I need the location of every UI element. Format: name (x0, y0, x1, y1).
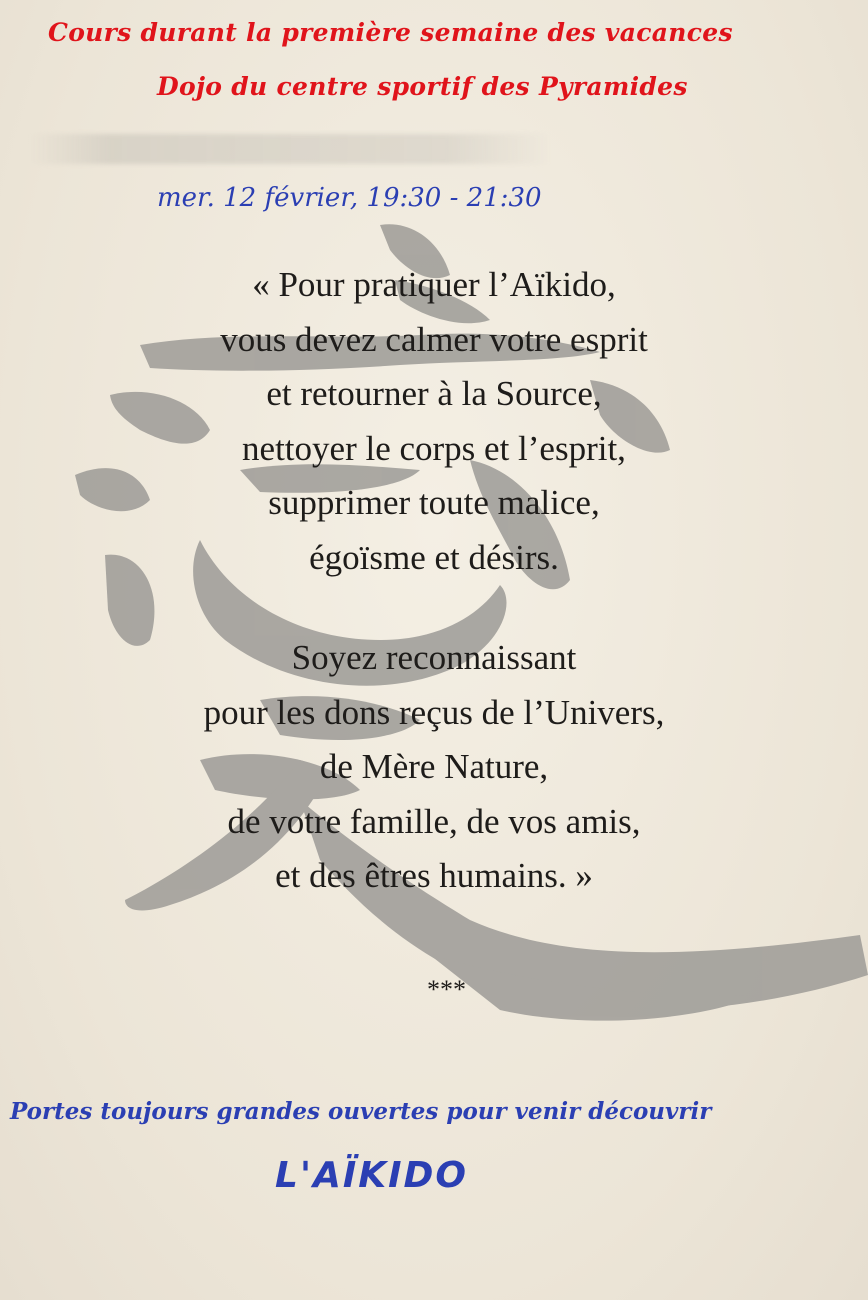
quote-line: Soyez reconnaissant (291, 638, 577, 677)
footer-invitation: Portes toujours grandes ouvertes pour venir découvrir (10, 1098, 712, 1125)
quote-line: et des êtres humains. » (275, 856, 593, 895)
quote-line: supprimer toute malice, (268, 483, 600, 522)
quote-line: de votre famille, de vos amis, (227, 801, 641, 841)
footer-title-aikido: L'AÏKIDO (275, 1155, 468, 1196)
header-line-2: Dojo du centre sportif des Pyramides (157, 72, 688, 101)
quote-line: de Mère Nature, (319, 747, 549, 786)
date-time-line: mer. 12 février, 19:30 - 21:30 (157, 183, 542, 213)
quote-line: vous devez calmer votre esprit (220, 319, 648, 359)
quote-line: « Pour pratiquer l’Aïkido, (252, 265, 616, 304)
quote-block (0, 258, 868, 904)
quote-line: pour les dons reçus de l’Univers, (203, 692, 665, 732)
header-line-1: Cours durant la première semaine des vacances (48, 18, 733, 47)
quote-line: nettoyer le corps et l’esprit, (242, 428, 626, 468)
quote-line: et retourner à la Source, (266, 374, 602, 413)
stanza-gap (0, 585, 868, 631)
separator-stars: *** (427, 975, 466, 1004)
quote-line: égoïsme et désirs. (309, 537, 559, 577)
